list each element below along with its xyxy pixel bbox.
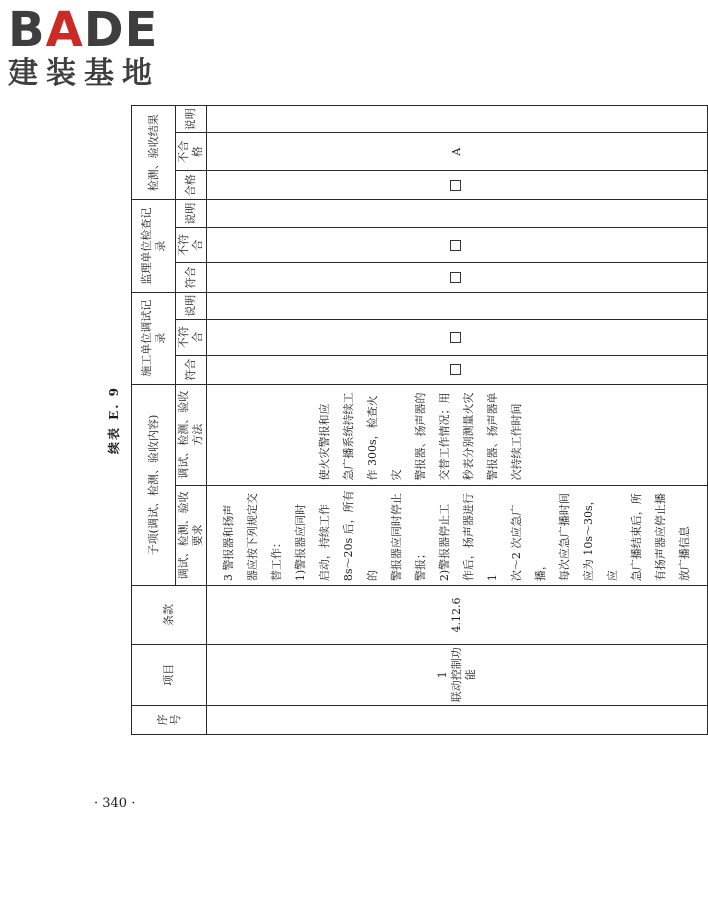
cell-clause: 4.12.6: [207, 586, 708, 645]
c-note-cell: [207, 292, 708, 319]
s-note-cell: [207, 200, 708, 227]
header-item: 项目: [132, 644, 207, 705]
header-r-fail: 不合格: [176, 133, 207, 171]
header-seq: 序号: [132, 705, 207, 734]
logo-subtitle: 建装基地: [8, 56, 160, 91]
header-s-note: 说明: [176, 200, 207, 227]
header-sub: 子项(调试、检测、验收内容): [132, 384, 176, 585]
header-s-comply: 符合: [176, 263, 207, 292]
header-method: 调试、检测、验收方法: [176, 384, 207, 485]
cell-requirements: 3 警报器和扬声 器应按下列规定交 替工作： 1)警报器应同时 启动，持续工作 8s～20s 后，所有的 警报器应同时停止 警报； 2)警报器停止工 作后，扬声器进行 1 次～2 次应急广播， 每次应急广播时间 应为 10s～30s，应 急广播结束后，所 有扬声器应停止播 放广播信息: [207, 485, 708, 586]
header-result: 检测、验收结果: [132, 106, 176, 200]
r-fail-mark: A: [207, 133, 708, 171]
r-pass-checkbox[interactable]: [207, 171, 708, 200]
r-note-cell: [207, 106, 708, 133]
header-constructor: 施工单位调试记录: [132, 292, 176, 384]
item-number: 1: [436, 671, 449, 679]
header-c-comply: 符合: [176, 355, 207, 384]
cell-methods: 使火灾警报和应 急广播系统持续工 作 300s，检查火灾 警报器、扬声器的 交替工作情况；用 秒表分别测量火灾 警报器、扬声器单 次持续工作时间: [207, 384, 708, 485]
header-supervisor: 监理单位检查记录: [132, 200, 176, 292]
s-comply-checkbox[interactable]: [207, 263, 708, 292]
page-number: · 340 ·: [94, 796, 136, 811]
cell-item: [207, 644, 708, 705]
c-comply-checkbox[interactable]: [207, 355, 708, 384]
bade-logo: [8, 2, 178, 92]
header-s-noncomply: 不符合: [176, 227, 207, 263]
s-noncomply-checkbox[interactable]: [207, 227, 708, 263]
header-c-noncomply: 不符合: [176, 319, 207, 355]
table-caption: 续表 E. 9: [107, 385, 121, 455]
rotated-table-page: [105, 105, 691, 735]
header-req: 调试、检测、验收要求: [176, 485, 207, 586]
logo-wordmark: BADE: [8, 2, 159, 58]
header-c-note: 说明: [176, 292, 207, 319]
cell-seq-empty: [207, 705, 708, 734]
inspection-table: [131, 105, 708, 735]
item-name: 联动控制功能: [450, 647, 477, 703]
header-clause: 条款: [132, 586, 207, 645]
header-r-note: 说明: [176, 106, 207, 133]
c-noncomply-checkbox[interactable]: [207, 319, 708, 355]
header-r-pass: 合格: [176, 171, 207, 200]
